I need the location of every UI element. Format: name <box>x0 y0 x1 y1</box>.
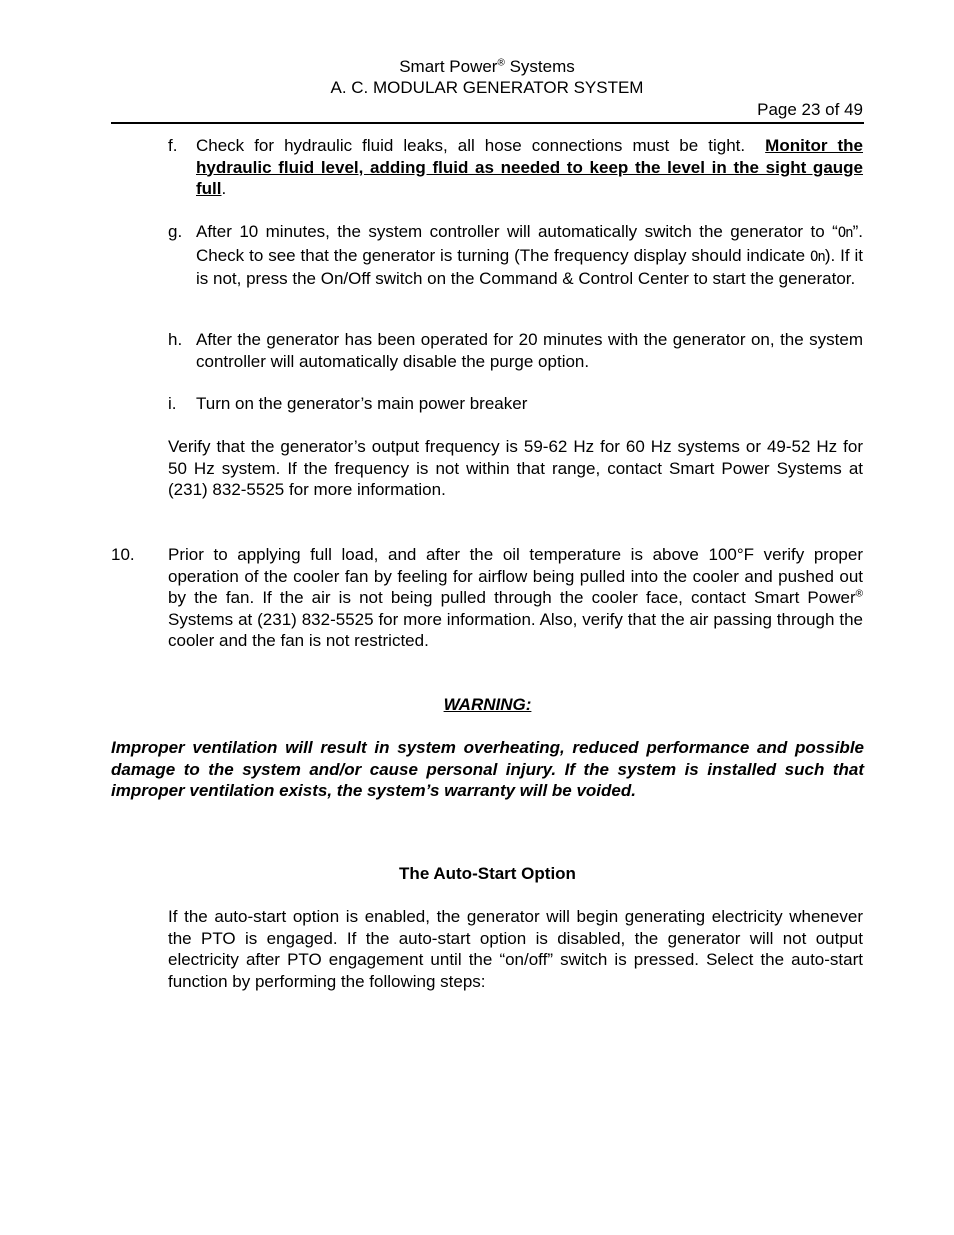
step-10-number: 10. <box>111 545 135 564</box>
step-10-part1: Prior to applying full load, and after the oil temperature is above 100°F verify proper operation of the cooler fan by feeling for airflow being pulled into the cooler and pushed out by the fan. If the air is not being pulled through the cooler face, contact Smart Power <box>168 545 863 607</box>
header-company <box>0 57 954 77</box>
step-f-end: . <box>221 179 227 198</box>
auto-start-heading: The Auto-Start Option <box>399 864 576 883</box>
page-number: Page 23 of 49 <box>757 100 863 119</box>
step-f <box>168 135 863 200</box>
on-display-glyph: On <box>809 248 825 265</box>
step-g-part1: After 10 minutes, the system controller will automatically switch the generator to “ <box>196 222 838 241</box>
step-h-label: h. <box>168 330 183 349</box>
step-f-text <box>196 135 863 200</box>
step-i-text: Turn on the generator’s main power breaker <box>196 394 528 413</box>
document-title: A. C. MODULAR GENERATOR SYSTEM <box>330 78 644 97</box>
step-f-label: f. <box>168 136 178 155</box>
registered-mark: ® <box>855 588 863 600</box>
step-10-part2: Systems at (231) 832-5525 for more information. Also, verify that the air passing through the cooler and the fan is not restricted. <box>168 609 863 650</box>
step-i-label: i. <box>168 394 177 413</box>
step-f-body: Check for hydraulic fluid leaks, all hose connections must be tight. <box>196 136 746 155</box>
verify-paragraph: Verify that the generator’s output frequency is 59-62 Hz for 60 Hz systems or 49-52 Hz for 50 Hz system. If the frequency is not within that range, contact Smart Power Systems at (231) 832-5525 for more information. <box>168 437 863 499</box>
registered-mark: ® <box>497 57 505 69</box>
step-g-label: g. <box>168 222 183 241</box>
auto-start-paragraph: If the auto-start option is enabled, the generator will begin generating electricity whenever the PTO is engaged. If the auto-start option is disabled, the generator will not output electricity after PTO engagement until the “on/off” switch is pressed. Select the auto-start function by performing the following steps: <box>168 907 863 991</box>
on-display-glyph: On <box>837 225 853 241</box>
step-10-text <box>168 544 863 652</box>
step-g-part2: ”. Check to see that the generator is turning (The frequency display should indicate <box>196 222 863 265</box>
step-g-text <box>196 221 863 290</box>
step-h-text: After the generator has been operated for 20 minutes with the generator on, the system controller will automatically disable the purge option. <box>196 330 863 371</box>
step-h <box>168 329 863 372</box>
warning-heading: WARNING: <box>443 695 532 714</box>
step-g-part3: ). If it is not, press the On/Off switch on the Command & Control Center to start the generator. <box>196 245 863 288</box>
header-rule <box>111 122 864 124</box>
company-name: Smart Power <box>399 57 498 76</box>
step-f-emphasis: Monitor the hydraulic fluid level, adding fluid as needed to keep the level in the sight gauge full <box>196 136 863 198</box>
step-i <box>168 393 863 415</box>
company-suffix: Systems <box>509 57 575 76</box>
warning-text: Improper ventilation will result in system overheating, reduced performance and possible damage to the system and/or cause personal injury. If the system is installed such that improper ventilation exists, the system’s warranty will be voided. <box>111 738 864 800</box>
step-g <box>168 221 863 290</box>
